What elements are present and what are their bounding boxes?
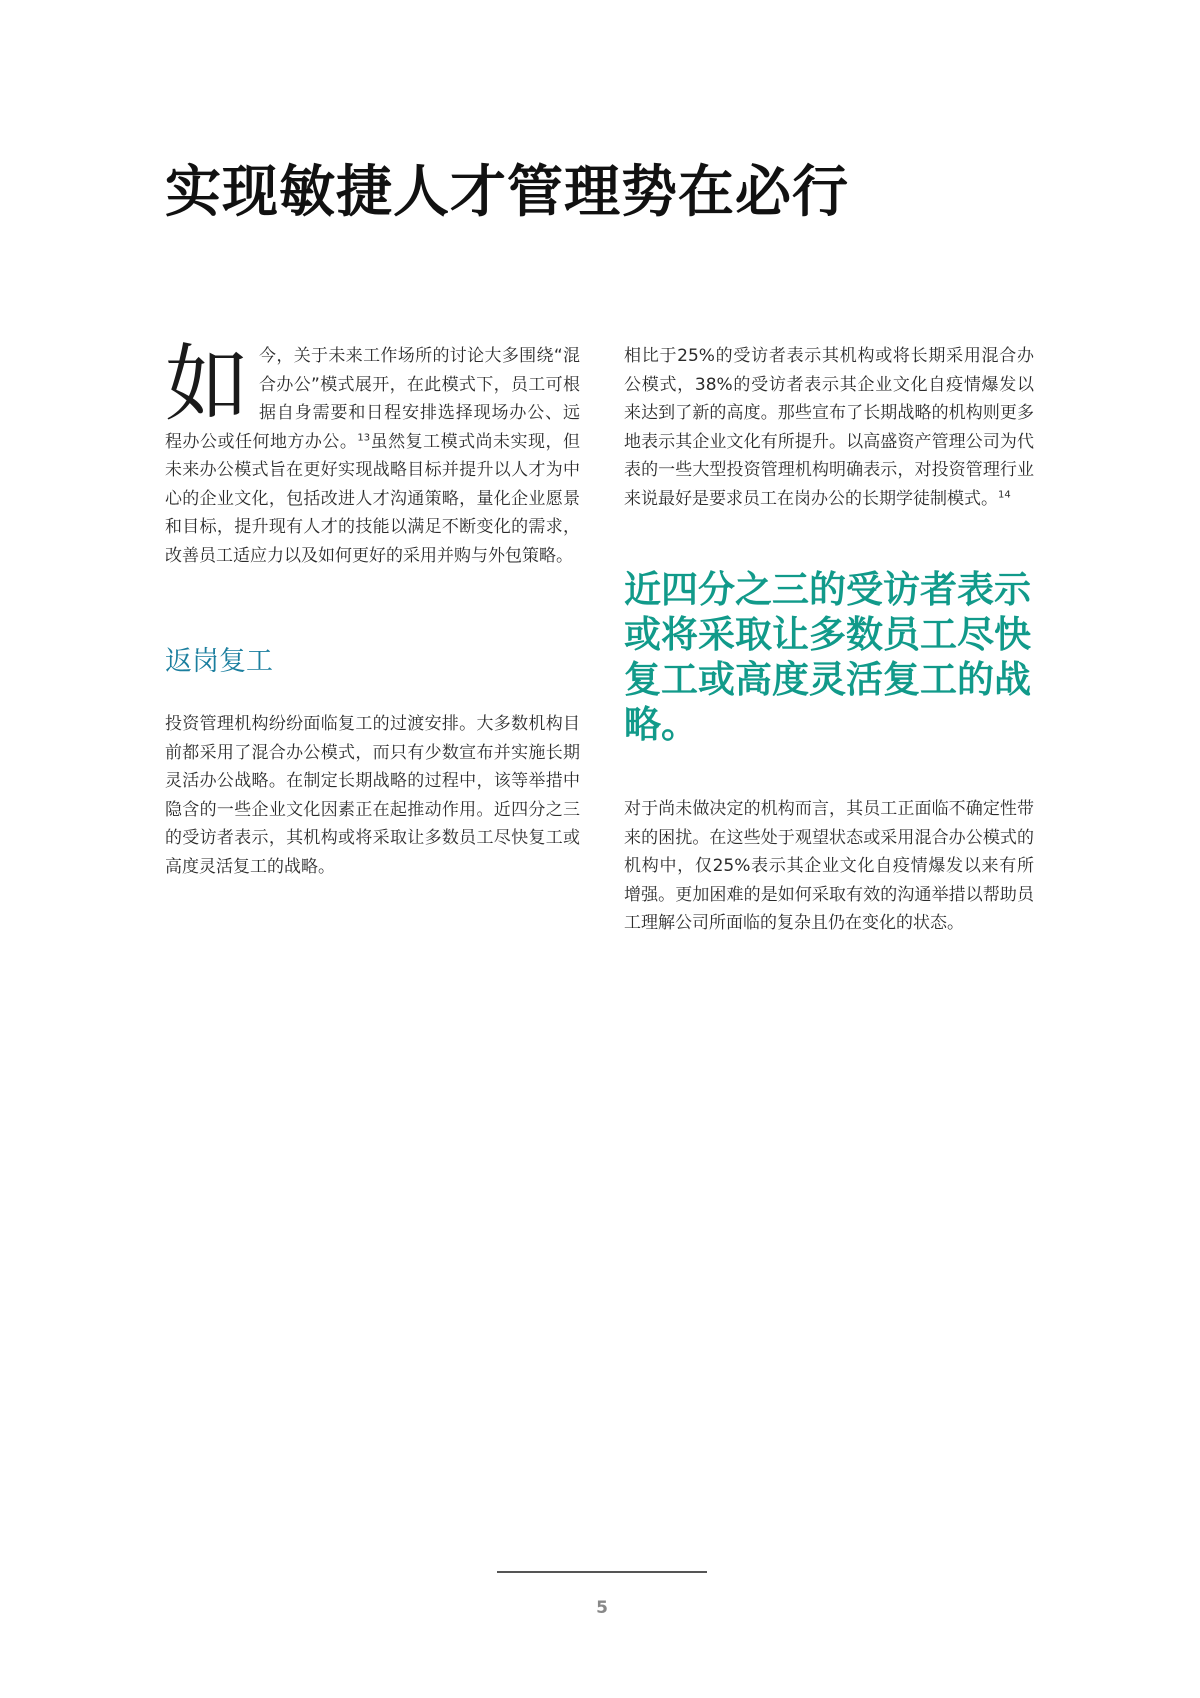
section-heading: 返岗复工 [165,646,273,677]
right-bottom-paragraph: 对于尚未做决定的机构而言，其员工正面临不确定性带来的困扰。在这些处于观望状态或采用混合办公模式的机构中，仅25%表示其企业文化自疫情爆发以来有所增强。更加困难的是如何采取有效的沟通举措以帮助员工理解公司所面临的复杂且仍在变化的状态。 [624,799,1034,933]
footnote-ref-14: 14 [998,488,1011,500]
right-column [624,342,1034,933]
pull-quote: 近四分之三的受访者表示或将采取让多数员工尽快复工或高度灵活复工的战略。 [624,568,1031,746]
footer-divider [497,1571,707,1573]
intro-paragraph [165,335,581,570]
left-column [165,335,581,877]
page-title: 实现敏捷人才管理势在必行 [165,160,849,225]
right-top-paragraph [624,342,1034,513]
section-paragraph: 投资管理机构纷纷面临复工的过渡安排。大多数机构目前都采用了混合办公模式，而只有少数宣布并实施长期灵活办公战略。在制定长期战略的过程中，该等举措中隐含的一些企业文化因素正在起推动作用。近四分之三的受访者表示，其机构或将采取让多数员工尽快复工或高度灵活复工的战略。 [165,714,580,877]
intro-text-part-2: 虽然复工模式尚未实现，但未来办公模式旨在更好实现战略目标并提升以人才为中心的企业文化，包括改进人才沟通策略，量化企业愿景和目标，提升现有人才的技能以满足不断变化的需求，改善员工适应力以及如何更好的采用并购与外包策略。 [165,431,581,566]
intro-text-part-1: 今，关于未来工作场所的讨论大多围绕“混合办公”模式展开，在此模式下，员工可根据自身需要和日程安排选择现场办公、远程办公或任何地方办公。 [165,346,580,452]
footnote-ref-13: 13 [357,431,371,443]
right-bottom-block [624,795,1034,938]
page-number: 5 [596,1598,608,1618]
dropcap: 如 [165,335,250,433]
right-top-text: 相比于25%的受访者表示其机构或将长期采用混合办公模式，38%的受访者表示其企业文化自疫情爆发以来达到了新的高度。那些宣布了长期战略的机构则更多地表示其企业文化有所提升。以高盛资产管理公司为代表的一些大型投资管理机构明确表示，对投资管理行业来说最好是要求员工在岗办公的长期学徒制模式。 [624,346,1034,509]
section-body [165,710,580,881]
